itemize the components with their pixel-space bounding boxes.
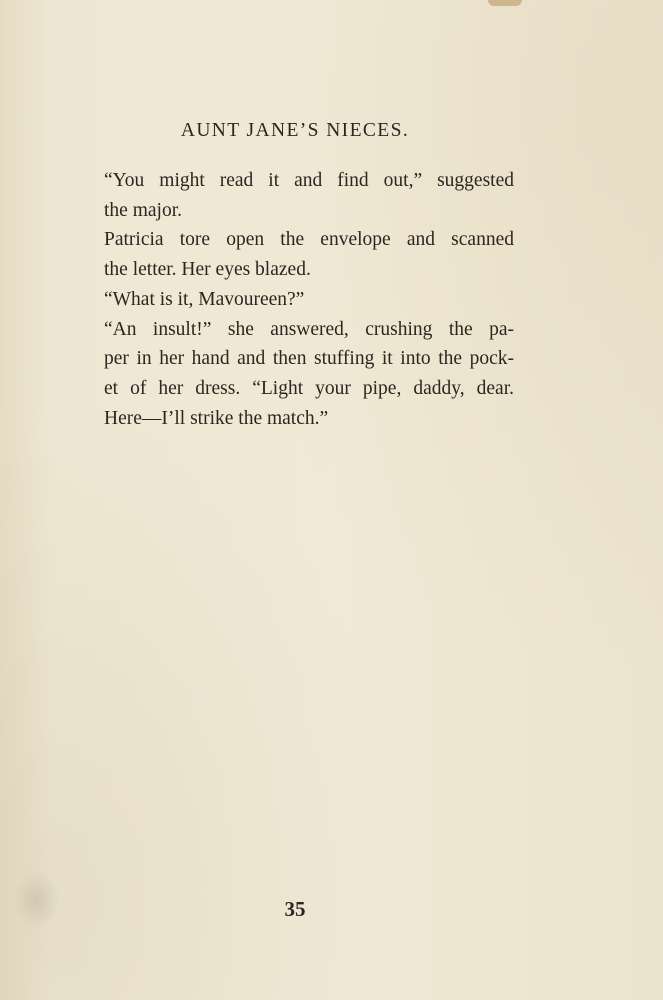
body-text <box>74 166 514 433</box>
paragraph <box>74 166 514 225</box>
paper-stain <box>488 0 522 6</box>
text-line: per in her hand and then stuffing it into the pock- <box>104 348 514 370</box>
text-line: Patricia tore open the envelope and scanned <box>104 229 514 251</box>
page-number: 35 <box>284 897 306 921</box>
text-line: Here—I’ll strike the match.” <box>104 407 329 429</box>
paragraph <box>74 225 514 284</box>
text-line: the letter. Her eyes blazed. <box>104 259 311 281</box>
text-line: the major. <box>104 199 182 221</box>
text-line: “An insult!” she answered, crushing the pa- <box>104 318 514 340</box>
text-line: “You might read it and find out,” suggested <box>104 170 514 191</box>
text-line: et of her dress. “Light your pipe, daddy, dear. <box>104 377 514 399</box>
running-head: AUNT JANE’S NIECES. <box>180 120 410 141</box>
paragraph <box>74 315 514 434</box>
paragraph <box>74 285 514 315</box>
text-line: “What is it, Mavoureen?” <box>104 288 305 310</box>
